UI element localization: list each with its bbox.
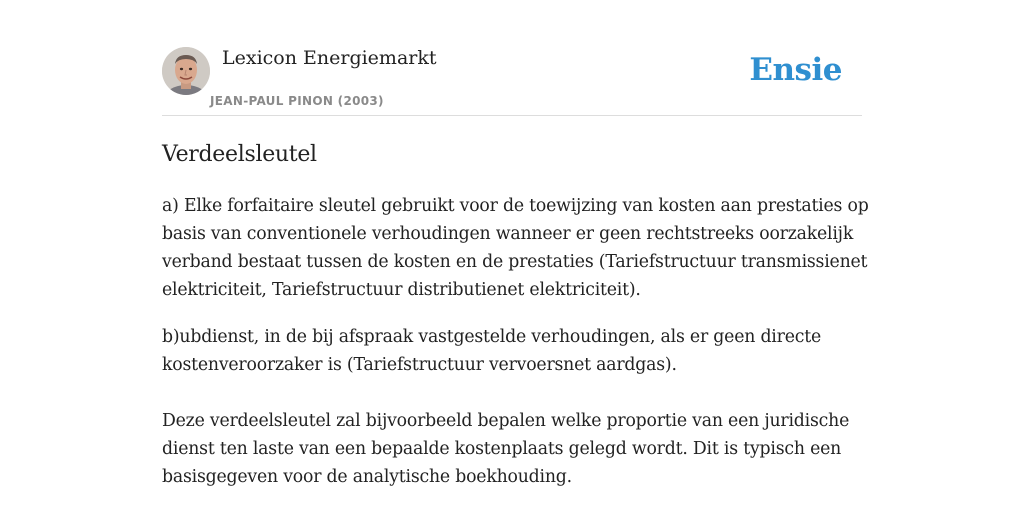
paragraph-line: a) Elke forfaitaire sleutel gebruikt voor de toewijzing van kosten aan prestaties op	[162, 196, 869, 216]
author-avatar[interactable]	[162, 47, 210, 95]
paragraph-line: dienst ten laste van een bepaalde kostenplaats gelegd wordt. Dit is typisch een	[162, 439, 842, 459]
author-name[interactable]: JEAN-PAUL PINON (2003)	[210, 94, 384, 108]
book-title[interactable]: Lexicon Energiemarkt	[222, 47, 437, 69]
paragraph-line: Deze verdeelsleutel zal bijvoorbeeld bepalen welke proportie van een juridische	[162, 411, 850, 431]
author-portrait-icon	[162, 47, 210, 95]
book-header	[162, 42, 862, 116]
paragraph-line: basis van conventionele verhoudingen wanneer er geen rechtstreeks oorzakelijk	[162, 224, 854, 244]
ensie-logo[interactable]: Ensie	[749, 52, 842, 88]
paragraph-line: kostenveroorzaker is (Tariefstructuur vervoersnet aardgas).	[162, 355, 677, 375]
paragraph-line: elektriciteit, Tariefstructuur distributienet elektriciteit).	[162, 280, 641, 300]
paragraph-line: b)ubdienst, in de bij afspraak vastgestelde verhoudingen, als er geen directe	[162, 327, 821, 347]
paragraph-line: basisgegeven voor de analytische boekhouding.	[162, 467, 572, 487]
definition-paragraph-a	[162, 192, 869, 304]
article-content	[162, 138, 869, 491]
explanation-paragraph	[162, 407, 862, 491]
term-title: Verdeelsleutel	[162, 142, 317, 167]
paragraph-line: verband bestaat tussen de kosten en de prestaties (Tariefstructuur transmissienet	[162, 252, 868, 272]
definition-paragraph-b	[162, 323, 862, 379]
